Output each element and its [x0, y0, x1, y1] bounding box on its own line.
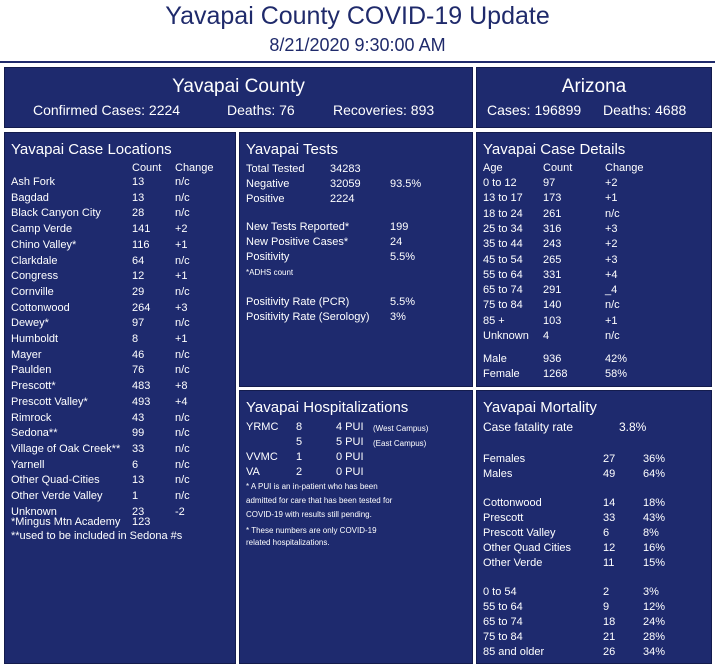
location-change: n/c: [175, 490, 190, 502]
hospital-pui: 0 PUI: [336, 466, 364, 478]
gender-label: Male: [483, 353, 507, 365]
positivity-rate-value: 5.5%: [390, 296, 416, 308]
case-locations-title: Yavapai Case Locations: [11, 141, 172, 158]
age-group: 75 to 84: [483, 299, 523, 312]
age-change: _4: [605, 284, 618, 297]
location-name: Congress: [11, 270, 59, 283]
location-count: 76: [132, 364, 145, 377]
mortality-gender-pct: 36%: [643, 453, 666, 465]
age-count: 4: [543, 330, 550, 342]
location-name: Cottonwood: [11, 301, 70, 314]
location-name: Mayer: [11, 348, 42, 361]
case-fatality-label: Case fatality rate: [483, 420, 574, 434]
mortality-gender-count: 27: [603, 453, 616, 465]
location-change: n/c: [175, 474, 190, 487]
location-count: 46: [132, 348, 145, 361]
hospitalizations-panel: [239, 390, 473, 664]
location-count: 97: [132, 317, 145, 330]
mortality-place-label: Other Quad Cities: [483, 542, 572, 554]
mortality-age-label: 75 to 84: [483, 631, 523, 643]
page-title: Yavapai County COVID-19 Update: [165, 2, 550, 30]
mortality-age-pct: 28%: [643, 631, 666, 643]
case-fatality-value: 3.8%: [619, 420, 647, 434]
location-change: n/c: [175, 458, 190, 471]
age-change: +2: [605, 177, 618, 189]
mortality-place-count: 6: [603, 527, 610, 539]
age-count: 243: [543, 238, 562, 251]
location-name: Rimrock: [11, 411, 52, 424]
mortality-age-pct: 34%: [643, 646, 666, 658]
location-change: n/c: [175, 317, 190, 330]
age-change: n/c: [605, 299, 620, 312]
tests-row-value: 34283: [330, 163, 361, 175]
age-change: n/c: [605, 330, 620, 342]
age-count: 316: [543, 222, 562, 235]
location-change: -2: [175, 505, 185, 518]
mortality-age-count: 26: [603, 646, 616, 658]
location-change: +1: [175, 270, 188, 283]
update-timestamp: 8/21/2020 9:30:00 AM: [269, 35, 446, 55]
hospital-note: * A PUI is an in-patient who has been: [246, 482, 378, 491]
mortality-age-pct: 3%: [643, 586, 659, 598]
age-change: +3: [605, 222, 618, 235]
age-count: 261: [543, 207, 562, 220]
tests-row-label: Positive: [246, 193, 285, 205]
age-group: 25 to 34: [483, 222, 523, 235]
location-name: Black Canyon City: [11, 207, 101, 220]
arizona-summary-panel: [476, 67, 712, 128]
mortality-place-count: 11: [603, 557, 615, 569]
age-change: +1: [605, 314, 618, 327]
location-name: Unknown: [11, 505, 57, 518]
gender-label: Female: [483, 368, 520, 380]
location-change: +2: [175, 223, 188, 236]
age-count: 140: [543, 299, 562, 312]
locations-footnote-mingus-value: 123: [132, 516, 151, 528]
hospital-count: 5: [296, 436, 303, 448]
arizona-cases: Cases: 196899: [487, 102, 582, 118]
mortality-age-count: 9: [603, 601, 610, 613]
locations-count-header: Count: [132, 162, 162, 174]
age-group: 0 to 12: [483, 177, 517, 189]
mortality-gender-label: Males: [483, 468, 513, 480]
details-change-header: Change: [605, 162, 644, 174]
case-locations-panel: [4, 132, 236, 664]
location-count: 483: [132, 380, 151, 393]
location-change: +1: [175, 333, 188, 345]
mortality-place-pct: 18%: [643, 497, 666, 509]
mortality-place-label: Other Verde: [483, 557, 543, 569]
location-change: n/c: [175, 348, 190, 361]
age-count: 291: [543, 284, 562, 297]
location-count: 13: [132, 191, 145, 204]
age-group: 35 to 44: [483, 238, 523, 251]
age-change: +2: [605, 238, 618, 251]
arizona-deaths: Deaths: 4688: [603, 102, 687, 118]
mortality-place-count: 33: [603, 512, 616, 524]
hospital-count: 8: [296, 421, 303, 433]
location-count: 13: [132, 176, 145, 188]
tests-row-pct: 93.5%: [390, 178, 422, 190]
location-count: 116: [132, 238, 150, 251]
tests-title: Yavapai Tests: [246, 141, 338, 158]
location-name: Prescott Valley*: [11, 395, 88, 408]
mortality-place-label: Prescott Valley: [483, 527, 556, 539]
location-name: Bagdad: [11, 191, 49, 204]
location-change: +3: [175, 301, 188, 314]
age-group: 13 to 17: [483, 192, 523, 205]
age-change: n/c: [605, 207, 620, 220]
hospital-name: VVMC: [246, 451, 278, 463]
hospital-note: admitted for care that has been tested for: [246, 496, 393, 505]
location-name: Sedona**: [11, 427, 58, 440]
county-deaths: Deaths: 76: [227, 102, 295, 118]
mortality-age-count: 18: [603, 616, 616, 628]
location-change: n/c: [175, 207, 190, 220]
tests-row-label: Total Tested: [246, 163, 305, 175]
age-count: 331: [543, 268, 562, 281]
county-summary-title: Yavapai County: [172, 76, 305, 97]
hospital-campus: (East Campus): [373, 439, 427, 448]
age-group: 55 to 64: [483, 268, 523, 281]
hospital-note: COVID-19 with results still pending.: [246, 510, 372, 519]
case-details-title: Yavapai Case Details: [483, 141, 626, 158]
hospital-count: 2: [296, 466, 303, 478]
mortality-place-pct: 8%: [643, 527, 659, 539]
location-count: 264: [132, 301, 151, 314]
tests-row-label: Negative: [246, 178, 290, 190]
location-name: Prescott*: [11, 380, 56, 393]
gender-count: 1268: [543, 368, 568, 380]
hospital-pui: 0 PUI: [336, 451, 364, 463]
mortality-place-count: 12: [603, 542, 616, 554]
age-count: 103: [543, 314, 562, 327]
mortality-place-pct: 43%: [643, 512, 666, 524]
mortality-panel: [476, 390, 712, 664]
county-summary-panel: [4, 67, 473, 128]
location-count: 64: [132, 254, 145, 267]
hospital-note: related hospitalizations.: [246, 538, 330, 547]
age-group: 18 to 24: [483, 207, 523, 220]
location-count: 12: [132, 270, 145, 283]
location-change: n/c: [175, 442, 190, 455]
tests-new-label: Positivity: [246, 251, 290, 263]
tests-new-value: 24: [390, 236, 403, 248]
mortality-place-pct: 16%: [643, 542, 666, 554]
mortality-place-pct: 15%: [643, 557, 666, 569]
age-group: 85 +: [483, 314, 505, 327]
tests-row-value: 32059: [330, 178, 361, 190]
age-change: +4: [605, 268, 618, 281]
details-age-header: Age: [483, 162, 503, 174]
mortality-age-label: 55 to 64: [483, 601, 523, 613]
mortality-place-label: Prescott: [483, 512, 524, 524]
mortality-age-label: 85 and older: [483, 646, 545, 658]
county-confirmed-cases: Confirmed Cases: 2224: [33, 102, 181, 118]
location-count: 8: [132, 333, 139, 345]
location-count: 493: [132, 395, 151, 408]
positivity-rate-value: 3%: [390, 311, 406, 323]
tests-new-label: New Positive Cases*: [246, 236, 349, 248]
location-count: 23: [132, 505, 145, 518]
location-change: n/c: [175, 364, 190, 377]
location-change: n/c: [175, 176, 190, 188]
location-name: Ash Fork: [11, 176, 56, 188]
location-name: Paulden: [11, 364, 52, 377]
hospital-name: VA: [246, 466, 260, 478]
mortality-gender-count: 49: [603, 468, 616, 480]
locations-footnote-sedona: **used to be included in Sedona #s: [11, 530, 183, 542]
age-count: 173: [543, 192, 562, 205]
location-name: Yarnell: [11, 458, 45, 471]
location-change: +1: [175, 238, 188, 251]
mortality-age-label: 0 to 54: [483, 586, 517, 598]
age-change: +1: [605, 192, 618, 205]
gender-pct: 58%: [605, 368, 628, 380]
location-name: Humboldt: [11, 333, 59, 345]
mortality-gender-label: Females: [483, 453, 526, 465]
location-count: 43: [132, 411, 145, 424]
gender-pct: 42%: [605, 353, 628, 365]
location-name: Cornville: [11, 285, 54, 298]
mortality-age-count: 2: [603, 586, 610, 598]
details-count-header: Count: [543, 162, 573, 174]
tests-row-value: 2224: [330, 193, 355, 205]
tests-panel: [239, 132, 473, 387]
locations-footnote-mingus: *Mingus Mtn Academy: [11, 516, 121, 528]
location-count: 1: [132, 490, 139, 502]
location-count: 33: [132, 442, 145, 455]
mortality-place-count: 14: [603, 497, 616, 509]
mortality-age-pct: 24%: [643, 616, 666, 628]
location-change: n/c: [175, 411, 190, 424]
tests-adhs-note: *ADHS count: [246, 268, 294, 277]
location-count: 99: [132, 427, 145, 440]
location-name: Chino Valley*: [11, 238, 77, 251]
location-name: Other Verde Valley: [11, 490, 103, 502]
location-name: Clarkdale: [11, 254, 58, 267]
mortality-place-label: Cottonwood: [483, 497, 542, 509]
location-change: +4: [175, 395, 188, 408]
hospital-pui: 5 PUI: [336, 436, 364, 448]
location-count: 13: [132, 474, 145, 487]
age-group: Unknown: [483, 330, 529, 342]
age-group: 45 to 54: [483, 253, 523, 266]
location-name: Camp Verde: [11, 223, 73, 236]
location-count: 141: [132, 223, 151, 236]
age-count: 265: [543, 253, 562, 266]
location-count: 6: [132, 458, 139, 471]
location-name: Village of Oak Creek**: [11, 442, 121, 455]
location-change: n/c: [175, 254, 190, 267]
mortality-age-pct: 12%: [643, 601, 666, 613]
arizona-summary-title: Arizona: [561, 76, 627, 97]
mortality-gender-pct: 64%: [643, 468, 666, 480]
hospital-note: * These numbers are only COVID-19: [246, 526, 377, 535]
age-count: 97: [543, 177, 556, 189]
location-change: n/c: [175, 285, 190, 298]
positivity-rate-label: Positivity Rate (PCR): [246, 296, 350, 308]
location-change: n/c: [175, 191, 190, 204]
case-details-panel: [476, 132, 712, 387]
hospital-pui: 4 PUI: [336, 421, 364, 433]
age-change: +3: [605, 253, 618, 266]
age-group: 65 to 74: [483, 284, 523, 297]
location-change: n/c: [175, 427, 190, 440]
locations-change-header: Change: [175, 162, 214, 174]
hospital-count: 1: [296, 451, 303, 463]
tests-new-value: 199: [390, 221, 409, 233]
location-count: 29: [132, 285, 145, 298]
gender-count: 936: [543, 353, 562, 365]
tests-new-value: 5.5%: [390, 251, 416, 263]
hospital-name: YRMC: [246, 421, 279, 433]
tests-new-label: New Tests Reported*: [246, 221, 350, 233]
hospital-campus: (West Campus): [373, 424, 429, 433]
location-change: +8: [175, 380, 188, 393]
mortality-title: Yavapai Mortality: [483, 399, 597, 416]
hospitalizations-title: Yavapai Hospitalizations: [246, 399, 409, 416]
county-recoveries: Recoveries: 893: [333, 102, 435, 118]
mortality-age-count: 21: [603, 631, 616, 643]
location-name: Other Quad-Cities: [11, 474, 100, 487]
header-divider: [0, 61, 715, 63]
positivity-rate-label: Positivity Rate (Serology): [246, 311, 370, 323]
location-count: 28: [132, 207, 145, 220]
mortality-age-label: 65 to 74: [483, 616, 523, 628]
location-name: Dewey*: [11, 317, 49, 330]
